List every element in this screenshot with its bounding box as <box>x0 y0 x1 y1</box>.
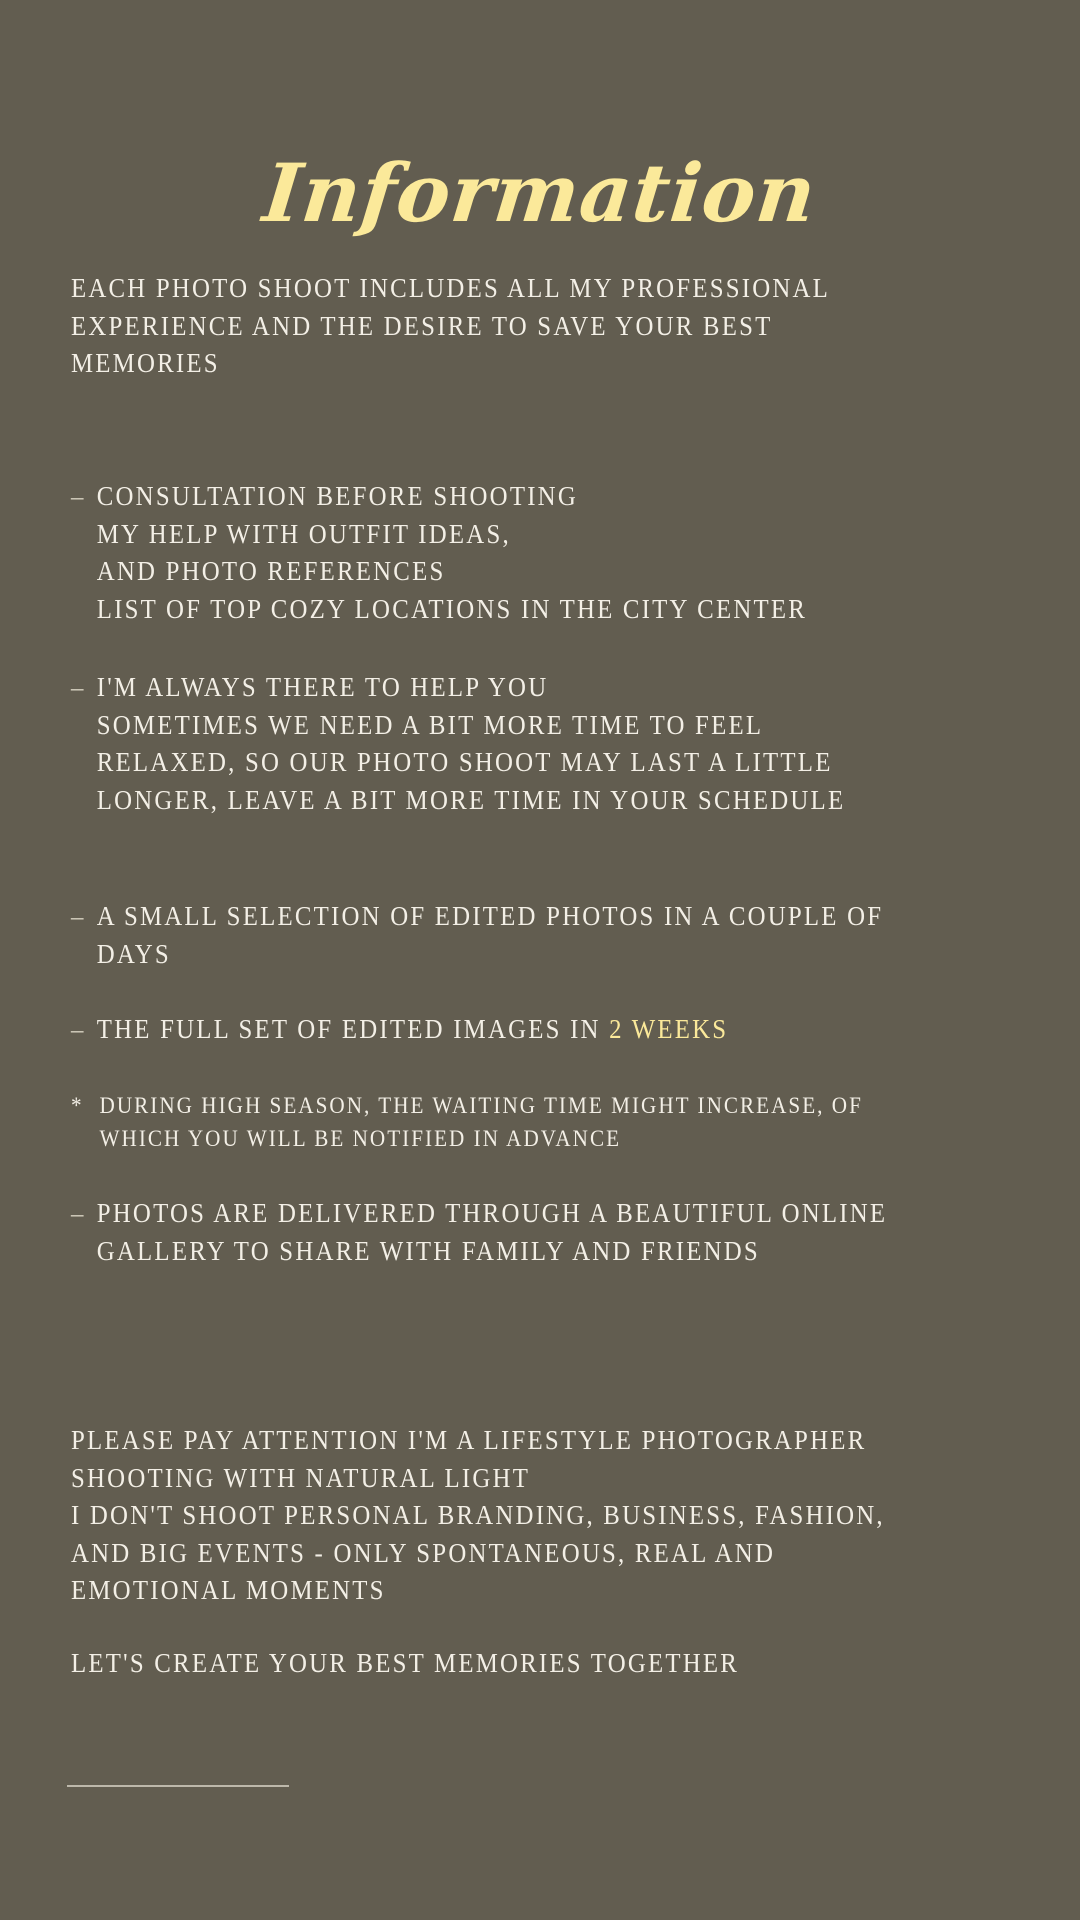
dash-bullet-icon: – <box>71 481 86 511</box>
dash-bullet-icon: – <box>71 1198 86 1228</box>
list-item-help <box>71 669 962 819</box>
footnote-line: DURING HIGH SEASON, THE WAITING TIME MIGHT INCREASE, OF <box>99 1093 863 1118</box>
notice-line: I DON'T SHOOT PERSONAL BRANDING, BUSINESS, FASHION, <box>71 1500 885 1530</box>
list-item-heading: THE FULL SET OF EDITED IMAGES IN <box>96 1014 610 1044</box>
list-item-selection <box>71 898 962 973</box>
notice-line: EMOTIONAL MOMENTS <box>71 1575 386 1605</box>
dash-bullet-icon: – <box>71 901 86 931</box>
list-item-heading: CONSULTATION BEFORE SHOOTING <box>96 481 578 511</box>
footnote-line: WHICH YOU WILL BE NOTIFIED IN ADVANCE <box>99 1126 622 1151</box>
intro-line: EXPERIENCE AND THE DESIRE TO SAVE YOUR BEST <box>71 310 773 341</box>
dash-bullet-icon: – <box>71 672 86 702</box>
delivery-time-highlight: 2 WEEKS <box>609 1014 729 1044</box>
list-item-line: GALLERY TO SHARE WITH FAMILY AND FRIENDS <box>96 1235 760 1266</box>
list-item-full-set <box>71 1011 962 1049</box>
page-title: Information <box>259 145 821 240</box>
list-item-line: AND PHOTO REFERENCES <box>96 556 446 586</box>
list-item-heading: A SMALL SELECTION OF EDITED PHOTOS IN A COUPLE OF <box>96 901 884 931</box>
dash-bullet-icon: – <box>71 1014 86 1044</box>
closing-text: LET'S CREATE YOUR BEST MEMORIES TOGETHER <box>71 1648 740 1678</box>
list-item-consultation <box>71 478 962 628</box>
footnote-high-season <box>71 1089 962 1155</box>
notice-paragraph <box>71 1422 962 1610</box>
intro-line: MEMORIES <box>71 348 220 378</box>
intro-line: EACH PHOTO SHOOT INCLUDES ALL MY PROFESSIONAL <box>71 273 831 303</box>
list-item-line: DAYS <box>96 938 171 969</box>
list-item-line: RELAXED, SO OUR PHOTO SHOOT MAY LAST A LITTLE <box>96 747 833 777</box>
notice-line: PLEASE PAY ATTENTION I'M A LIFESTYLE PHOTOGRAPHER <box>71 1425 867 1455</box>
divider-line <box>67 1785 289 1787</box>
list-item-heading: PHOTOS ARE DELIVERED THROUGH A BEAUTIFUL ONLINE <box>96 1198 888 1228</box>
list-item-line: LIST OF TOP COZY LOCATIONS IN THE CITY CENTER <box>96 593 808 624</box>
list-item-gallery <box>71 1195 962 1270</box>
closing-line <box>71 1645 962 1683</box>
list-item-line: SOMETIMES WE NEED A BIT MORE TIME TO FEEL <box>96 709 764 740</box>
list-item-heading: I'M ALWAYS THERE TO HELP YOU <box>96 672 549 702</box>
asterisk-icon: * <box>71 1093 84 1118</box>
notice-line: AND BIG EVENTS - ONLY SPONTANEOUS, REAL AND <box>71 1537 776 1568</box>
list-item-line: MY HELP WITH OUTFIT IDEAS, <box>96 518 511 549</box>
notice-line: SHOOTING WITH NATURAL LIGHT <box>71 1462 531 1493</box>
intro-paragraph <box>71 270 962 383</box>
list-item-line: LONGER, LEAVE A BIT MORE TIME IN YOUR SCHEDULE <box>96 784 846 815</box>
